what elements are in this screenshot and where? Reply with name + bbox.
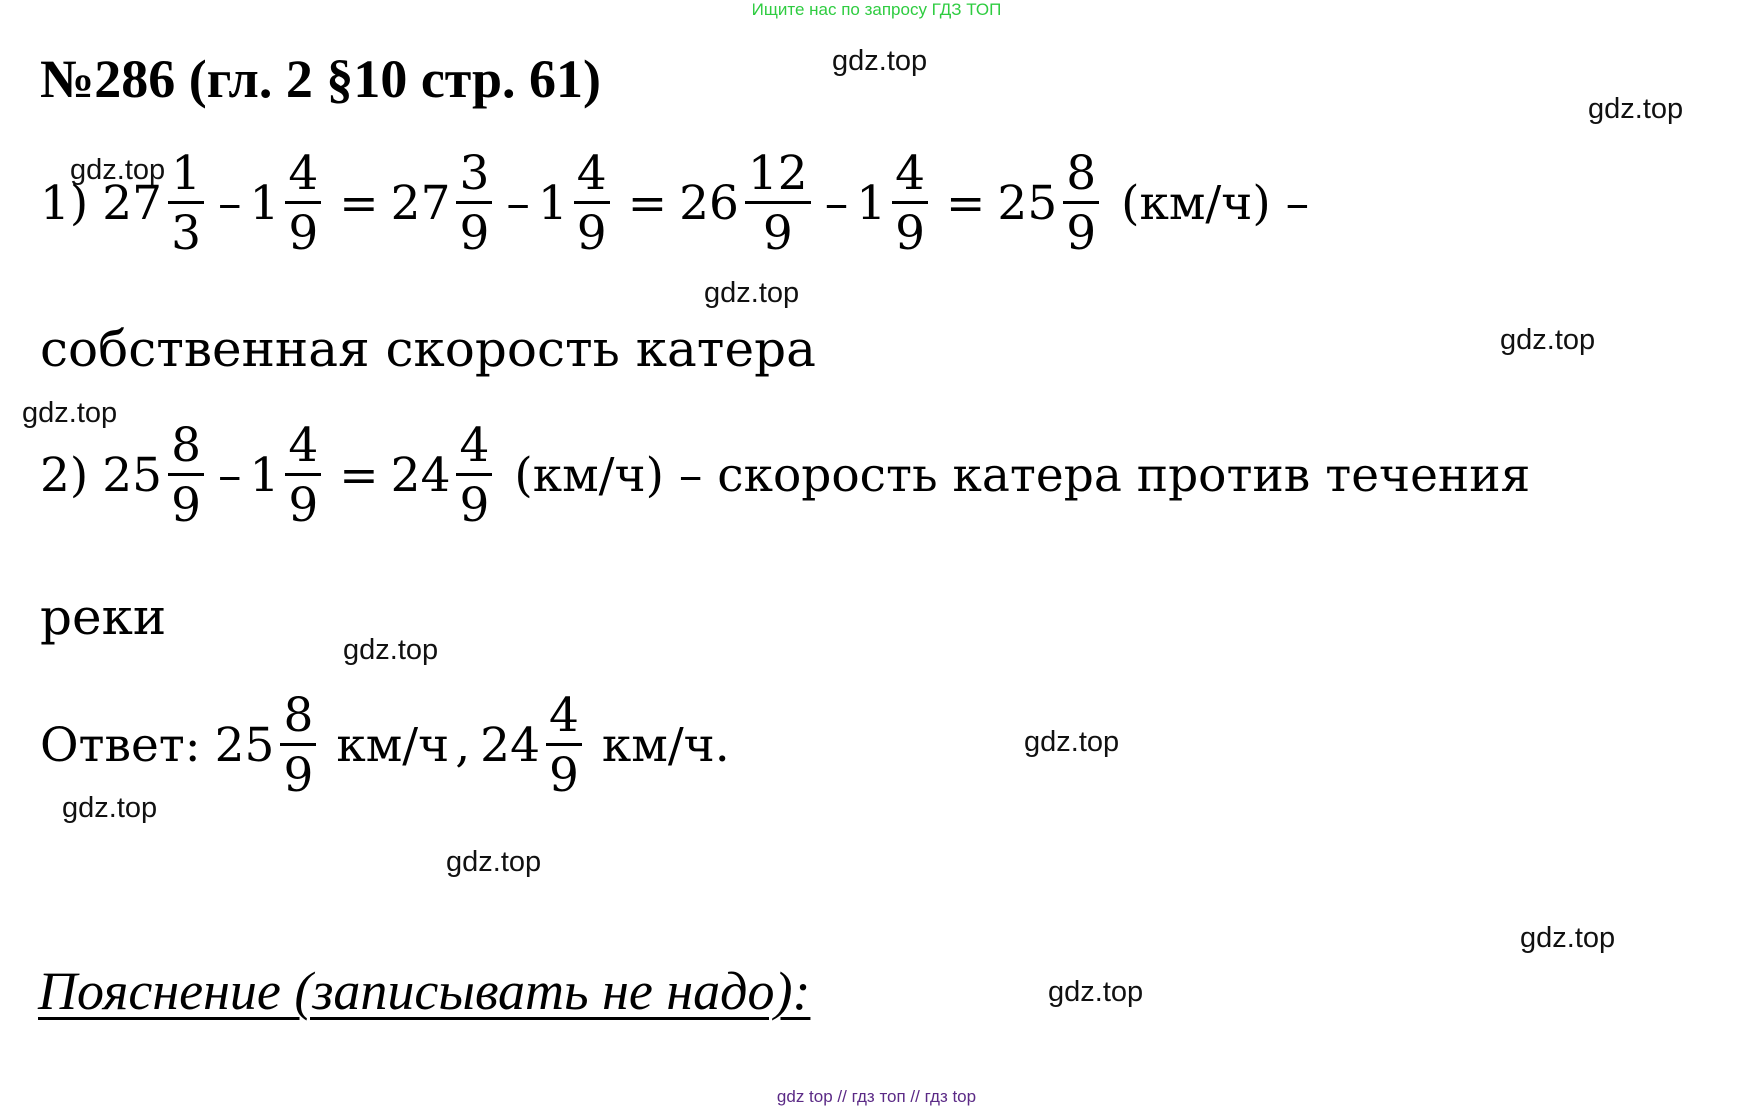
mixed-number-whole: 1 xyxy=(537,176,568,231)
equals-sign: = xyxy=(339,176,379,231)
fraction-denominator: 9 xyxy=(895,206,926,261)
fraction-numerator: 3 xyxy=(459,146,490,201)
fraction xyxy=(892,146,928,261)
watermark: gdz.top xyxy=(1048,976,1144,1008)
fraction xyxy=(574,146,610,261)
fraction xyxy=(456,146,492,261)
mixed-number-whole: 27 xyxy=(102,176,163,231)
fraction-denominator: 9 xyxy=(1066,206,1097,261)
mixed-number-whole: 26 xyxy=(679,176,739,231)
mixed-number-whole: 24 xyxy=(390,448,451,503)
fraction-denominator: 3 xyxy=(171,206,201,261)
fraction-numerator: 4 xyxy=(459,418,490,473)
watermark: gdz.top xyxy=(1024,726,1120,758)
mixed-number-whole: 24 xyxy=(480,718,540,773)
step1-continuation: собственная скорость катера xyxy=(40,320,816,378)
fraction-denominator: 9 xyxy=(283,748,314,803)
minus-sign: – xyxy=(824,176,849,231)
minus-sign: – xyxy=(217,448,242,503)
minus-sign: – xyxy=(217,176,242,231)
fraction xyxy=(1063,146,1099,261)
fraction-denominator: 9 xyxy=(576,206,607,261)
watermark: gdz.top xyxy=(343,634,439,666)
mixed-number-whole: 1 xyxy=(856,176,887,231)
fraction xyxy=(168,418,204,533)
mixed-number-whole: 27 xyxy=(390,176,451,231)
equals-sign: = xyxy=(946,176,986,231)
explanation-heading: Пояснение (записывать не надо): xyxy=(38,961,811,1021)
fraction-numerator: 8 xyxy=(171,418,201,473)
step1-equation xyxy=(40,146,1310,261)
answer-label: Ответ: xyxy=(40,718,201,773)
watermark: gdz.top xyxy=(704,277,800,309)
watermark: gdz.top xyxy=(446,846,542,878)
watermark: gdz.top xyxy=(1520,922,1616,954)
step1-label: 1) xyxy=(40,176,89,231)
task-title: №286 (гл. 2 §10 стр. 61) xyxy=(40,49,601,109)
answer-line xyxy=(40,688,730,803)
mixed-number-whole: 1 xyxy=(249,176,280,231)
fraction-numerator: 4 xyxy=(548,688,579,743)
watermark: gdz.top xyxy=(832,45,928,77)
fraction-numerator: 8 xyxy=(1066,146,1097,201)
fraction-numerator: 4 xyxy=(895,146,926,201)
mixed-number-whole: 1 xyxy=(249,448,280,503)
step2-continuation: реки xyxy=(40,588,167,646)
mixed-number-whole: 25 xyxy=(102,448,163,503)
fraction-denominator: 9 xyxy=(762,206,793,261)
fraction-denominator: 9 xyxy=(171,478,201,533)
answer-unit: км/ч xyxy=(336,718,450,773)
fraction-numerator: 4 xyxy=(288,146,319,201)
fraction-denominator: 9 xyxy=(548,748,579,803)
fraction-numerator: 1 xyxy=(171,146,201,201)
fraction-numerator: 8 xyxy=(283,688,314,743)
step2-equation xyxy=(40,418,1531,533)
watermark: gdz.top xyxy=(22,397,118,429)
watermark: gdz.top xyxy=(62,792,158,824)
answer-comma: , xyxy=(455,718,471,773)
answer-unit: км/ч. xyxy=(601,718,730,773)
watermark: gdz.top xyxy=(70,154,166,186)
fraction-denominator: 9 xyxy=(459,206,490,261)
fraction-numerator: 4 xyxy=(288,418,319,473)
mixed-number-whole: 25 xyxy=(214,718,275,773)
top-banner[interactable]: Ищите нас по запросу ГДЗ ТОП xyxy=(751,0,1002,19)
step2-unit: (км/ч) – скорость катера против течения xyxy=(514,448,1531,503)
step2-label: 2) xyxy=(40,448,89,503)
fraction-denominator: 9 xyxy=(288,206,319,261)
equals-sign: = xyxy=(627,176,668,231)
watermark: gdz.top xyxy=(1500,324,1596,356)
minus-sign: – xyxy=(506,176,530,231)
watermark: gdz.top xyxy=(1588,93,1684,125)
fraction xyxy=(285,418,321,533)
mixed-number-whole: 25 xyxy=(997,176,1058,231)
fraction xyxy=(168,146,204,261)
fraction-numerator: 12 xyxy=(747,146,808,201)
equals-sign: = xyxy=(339,448,379,503)
footer-links[interactable]: gdz top // гдз топ // гдз top xyxy=(776,1087,977,1106)
fraction xyxy=(546,688,582,803)
fraction xyxy=(280,688,316,803)
fraction xyxy=(745,146,811,261)
fraction xyxy=(285,146,321,261)
fraction-denominator: 9 xyxy=(288,478,319,533)
fraction xyxy=(456,418,492,533)
step1-unit: (км/ч) – xyxy=(1121,176,1310,231)
fraction-denominator: 9 xyxy=(459,478,490,533)
fraction-numerator: 4 xyxy=(576,146,607,201)
